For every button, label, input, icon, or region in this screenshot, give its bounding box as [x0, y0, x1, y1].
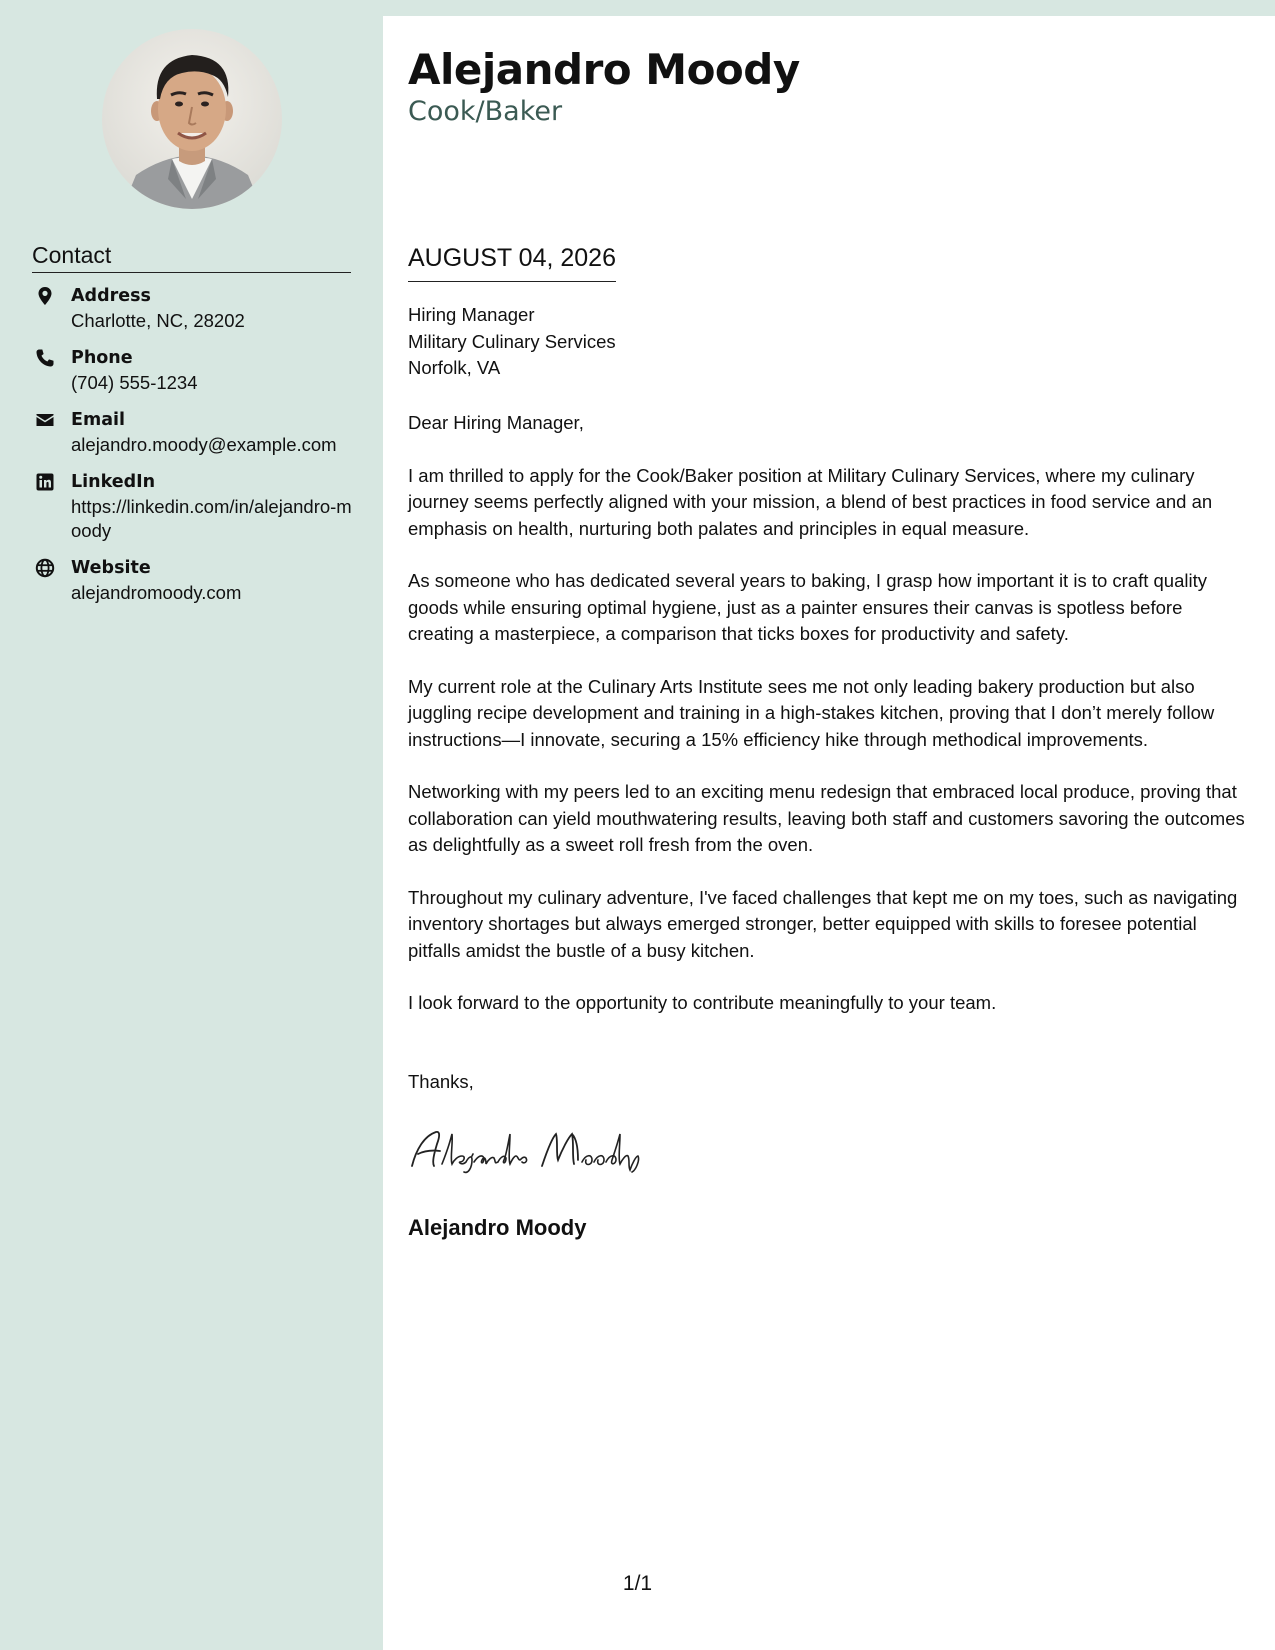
contact-value: Charlotte, NC, 28202: [71, 310, 245, 331]
sidebar: [0, 0, 383, 1650]
salutation: Dear Hiring Manager,: [408, 412, 584, 433]
contact-linkedin: [32, 470, 352, 543]
linkedin-icon: [35, 472, 55, 492]
signed-name: Alejandro Moody: [408, 1215, 587, 1240]
letter-paragraph: I am thrilled to apply for the Cook/Baker position at Military Culinary Services, where my culinary journey seems perfectly aligned with your mission, a blend of best practices in food service and an emphasis on health, nurturing both palates and principles in equal measure.: [408, 464, 1213, 539]
letter-body: [408, 410, 1251, 1043]
recipient-line: Hiring Manager: [408, 304, 535, 325]
closing: Thanks,: [408, 1071, 474, 1092]
contact-list: [32, 284, 352, 618]
recipient-line: Norfolk, VA: [408, 357, 501, 378]
contact-label: LinkedIn: [71, 472, 156, 492]
profile-photo: [102, 29, 282, 209]
contact-value[interactable]: alejandro.moody@example.com: [71, 434, 337, 455]
applicant-name: Alejandro Moody: [408, 45, 800, 94]
contact-label: Phone: [71, 348, 133, 368]
contact-website: [32, 556, 352, 605]
applicant-role: Cook/Baker: [408, 96, 563, 127]
contact-label: Address: [71, 286, 151, 306]
letter-paragraph: As someone who has dedicated several years to baking, I grasp how important it is to craft quality goods while ensuring optimal hygiene, just as a painter ensures their canvas is spotless before creating a masterpiece, a comparison that ticks boxes for productivity and safety.: [408, 570, 1207, 644]
letter-date: AUGUST 04, 2026: [408, 242, 616, 282]
map-pin-icon: [35, 286, 55, 306]
page-number: 1/1: [622, 1572, 653, 1595]
signature: [406, 1124, 676, 1174]
letter-paragraph: My current role at the Culinary Arts Institute sees me not only leading bakery production but also juggling recipe development and training in a high-stakes kitchen, proving that I don’t merely follow instructions—I innovate, securing a 15% efficiency hike through methodical improvements.: [408, 675, 1215, 750]
contact-value[interactable]: alejandromoody.com: [71, 582, 242, 603]
contact-address: [32, 284, 352, 333]
contact-label: Website: [71, 558, 151, 578]
contact-label: Email: [71, 410, 125, 430]
recipient-block: [408, 302, 616, 382]
recipient-line: Military Culinary Services: [408, 330, 616, 352]
envelope-icon: [35, 410, 55, 430]
contact-email: [32, 408, 352, 457]
handwritten-signature: [406, 1124, 676, 1174]
contact-heading: Contact: [32, 240, 351, 273]
contact-phone: [32, 346, 352, 395]
globe-icon: [35, 558, 55, 578]
contact-value: (704) 555-1234: [71, 372, 198, 393]
contact-value[interactable]: https://linkedin.com/in/alejandro-moody: [71, 496, 352, 541]
letter-paragraph: I look forward to the opportunity to contribute meaningfully to your team.: [408, 992, 997, 1013]
phone-icon: [35, 348, 55, 368]
letter-paragraph: Networking with my peers led to an exciting menu redesign that embraced local produce, proving that collaboration can yield mouthwatering results, leaving both staff and customers savoring the outcomes as delightfully as a sweet roll fresh from the oven.: [408, 781, 1245, 855]
letter-paragraph: Throughout my culinary adventure, I've faced challenges that kept me on my toes, such as navigating inventory shortages but always emerged stronger, better equipped with skills to foresee potential pitfalls amidst the bustle of a busy kitchen.: [408, 886, 1238, 961]
portrait-image: [102, 29, 282, 209]
